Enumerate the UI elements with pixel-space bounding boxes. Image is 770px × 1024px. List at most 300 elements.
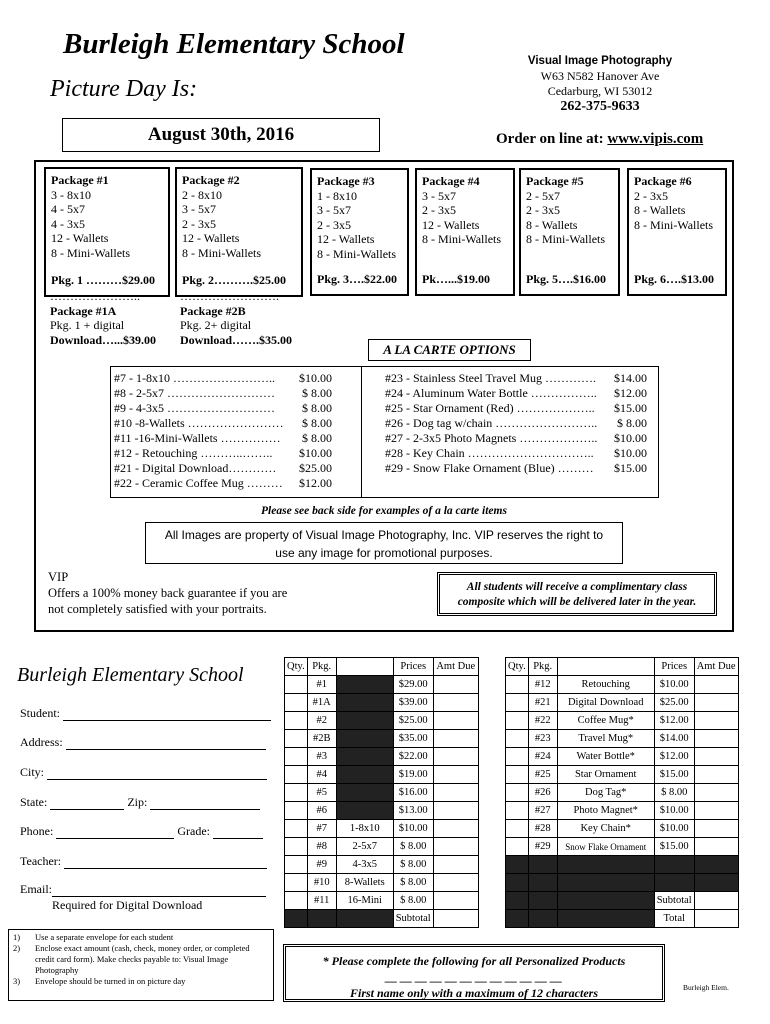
city-field[interactable] <box>20 765 267 780</box>
table-row <box>506 874 739 892</box>
table-cell: Retouching <box>557 676 654 694</box>
instruction-number: 3) <box>13 976 21 986</box>
zip-label: Zip: <box>127 795 148 809</box>
qty-cell[interactable] <box>285 730 308 748</box>
package-4 <box>415 168 515 296</box>
student-input[interactable] <box>63 708 271 721</box>
table-row <box>285 676 479 694</box>
table-cell: #21 <box>528 694 557 712</box>
instruction-item <box>13 976 269 987</box>
order-online-link[interactable]: www.vipis.com <box>607 131 704 147</box>
state-label: State: <box>20 795 48 809</box>
table-header-cell: Prices <box>393 658 433 676</box>
table-cell <box>336 766 393 784</box>
a-la-carte-item-label: #26 - Dog tag w/chain …………………….. <box>385 416 598 430</box>
package-item: 3 - 5x7 <box>422 188 456 203</box>
package-6 <box>627 168 727 296</box>
property-notice <box>145 522 623 564</box>
student-label: Student: <box>20 706 61 720</box>
table-cell <box>528 910 557 928</box>
qty-cell[interactable] <box>285 856 308 874</box>
table-cell: 8-Wallets <box>336 874 393 892</box>
picture-day-date: August 30th, 2016 <box>62 118 380 152</box>
table-header-cell <box>336 658 393 676</box>
table-cell: Star Ornament <box>557 766 654 784</box>
table-cell: 2-5x7 <box>336 838 393 856</box>
table-cell: $10.00 <box>654 802 694 820</box>
table-header-cell: Qty. <box>285 658 308 676</box>
company-info <box>510 54 690 114</box>
package-1a-title: Package #1A <box>50 303 117 318</box>
amount-due-cell[interactable] <box>694 676 738 694</box>
table-cell <box>528 892 557 910</box>
amount-due-cell[interactable] <box>433 694 478 712</box>
a-la-carte-item-label: #27 - 2-3x5 Photo Magnets ……………….. <box>385 431 598 445</box>
a-la-carte-right-list <box>385 371 647 476</box>
table-row <box>506 748 739 766</box>
qty-cell[interactable] <box>506 694 529 712</box>
table-cell: $10.00 <box>654 820 694 838</box>
a-la-carte-item-label: #7 - 1-8x10 …………………….. <box>114 371 275 385</box>
a-la-carte-item <box>114 431 332 446</box>
email-label: Email: <box>20 882 52 896</box>
package-title: Package #4 <box>422 174 480 188</box>
table-cell: $ 8.00 <box>393 892 433 910</box>
table-row <box>506 676 739 694</box>
table-cell: Snow Flake Ornament <box>557 838 654 856</box>
a-la-carte-item-price: $ 8.00 <box>302 416 332 430</box>
a-la-carte-item-label: #21 - Digital Download………… <box>114 461 277 475</box>
table-row <box>506 838 739 856</box>
amount-due-cell[interactable] <box>433 676 478 694</box>
amount-due-cell[interactable] <box>433 874 478 892</box>
table-header-cell: Qty. <box>506 658 529 676</box>
composite-line-2: composite which will be delivered later in the year. <box>457 596 697 608</box>
package-price: Pkg. 1 ………$29.00 <box>51 272 156 287</box>
table-header-cell <box>557 658 654 676</box>
package-price: Pkg. 5….$16.00 <box>526 271 607 286</box>
amount-due-cell[interactable] <box>433 730 478 748</box>
table-cell: $ 8.00 <box>393 874 433 892</box>
package-title: Package #2 <box>182 173 240 187</box>
grade-label: Grade: <box>177 824 210 838</box>
amount-due-cell[interactable] <box>694 748 738 766</box>
qty-cell <box>506 856 529 874</box>
table-cell <box>336 694 393 712</box>
instruction-item <box>13 932 269 943</box>
a-la-carte-item <box>385 416 647 431</box>
state-zip-field[interactable] <box>20 795 260 810</box>
a-la-carte-item <box>385 401 647 416</box>
qty-cell[interactable] <box>285 784 308 802</box>
package-1a <box>50 289 156 347</box>
vip-title: VIP <box>48 570 69 584</box>
table-cell <box>336 910 393 928</box>
table-header-cell: Prices <box>654 658 694 676</box>
email-note: Required for Digital Download <box>52 898 203 912</box>
phone-label: Phone: <box>20 824 54 838</box>
table-row <box>285 838 479 856</box>
table-cell <box>336 730 393 748</box>
package-item: 12 - Wallets <box>51 231 109 245</box>
picture-day-label: Picture Day Is: <box>50 76 198 102</box>
package-item: 3 - 8x10 <box>51 187 91 202</box>
package-price: Pkg. 2……….$25.00 <box>182 272 287 287</box>
email-field[interactable] <box>20 882 266 897</box>
table-cell: #24 <box>528 748 557 766</box>
qty-cell[interactable] <box>506 730 529 748</box>
email-input[interactable] <box>52 884 266 897</box>
table-cell: #10 <box>307 874 336 892</box>
table-cell <box>654 874 694 892</box>
table-cell: #26 <box>528 784 557 802</box>
table-cell: #1A <box>307 694 336 712</box>
a-la-carte-item-label: #10 -8-Wallets …………………… <box>114 416 284 430</box>
a-la-carte-item <box>385 461 647 476</box>
order-online-label: Order on line at: <box>496 131 604 147</box>
state-input[interactable] <box>50 797 124 810</box>
package-3 <box>310 168 409 296</box>
table-row <box>506 856 739 874</box>
package-item: 12 - Wallets <box>182 231 240 245</box>
table-cell: Dog Tag* <box>557 784 654 802</box>
amount-due-cell[interactable] <box>694 820 738 838</box>
table-cell: $ 8.00 <box>393 856 433 874</box>
a-la-carte-item-price: $14.00 <box>614 371 647 385</box>
table-header-cell: Amt Due <box>433 658 478 676</box>
company-name: Visual Image Photography <box>527 55 673 67</box>
table-cell: $14.00 <box>654 730 694 748</box>
a-la-carte-item-price: $ 8.00 <box>617 416 647 430</box>
personalized-line-1: * Please complete the following for all Personalized Products <box>322 954 626 968</box>
table-row <box>285 748 479 766</box>
table-row <box>506 910 739 928</box>
grade-input[interactable] <box>213 826 263 839</box>
table-cell: #22 <box>528 712 557 730</box>
a-la-carte-item <box>114 416 332 431</box>
qty-cell[interactable] <box>285 766 308 784</box>
phone-grade-field[interactable] <box>20 824 263 839</box>
qty-cell[interactable] <box>285 694 308 712</box>
table-row <box>285 766 479 784</box>
package-item: 8 - Mini-Wallets <box>634 217 714 232</box>
a-la-carte-item-label: #25 - Star Ornament (Red) ……………….. <box>385 401 595 415</box>
table-row <box>285 694 479 712</box>
a-la-carte-item-price: $ 8.00 <box>302 431 332 445</box>
package-2b-title: Package #2B <box>180 303 246 318</box>
table-cell: #4 <box>307 766 336 784</box>
a-la-carte-item-price: $10.00 <box>299 371 332 385</box>
a-la-carte-item <box>385 431 647 446</box>
qty-cell[interactable] <box>506 766 529 784</box>
amount-due-cell[interactable] <box>433 856 478 874</box>
qty-cell[interactable] <box>506 712 529 730</box>
table-row <box>506 712 739 730</box>
table-cell: $25.00 <box>393 712 433 730</box>
table-cell: $12.00 <box>654 748 694 766</box>
package-item: 8 - Mini-Wallets <box>422 232 502 246</box>
table-cell: #25 <box>528 766 557 784</box>
package-1 <box>44 167 170 297</box>
a-la-carte-item-price: $15.00 <box>614 461 647 475</box>
instruction-text: Enclose exact amount (cash, check, money order, or completed credit card form). Make checks payable to: Visual Image Photography <box>35 943 250 975</box>
table-cell <box>336 784 393 802</box>
package-item: 12 - Wallets <box>317 232 375 246</box>
instruction-text: Envelope should be turned in on picture day <box>35 976 186 986</box>
personalized-blanks[interactable]: __ __ __ __ __ __ __ __ __ __ __ __ <box>385 970 563 984</box>
package-item: 8 - Mini-Wallets <box>182 245 262 260</box>
a-la-carte-item-label: #28 - Key Chain ………………………….. <box>385 446 594 460</box>
table-cell <box>557 910 654 928</box>
package-item: 2 - 3x5 <box>182 216 216 231</box>
table-cell: #29 <box>528 838 557 856</box>
teacher-input[interactable] <box>64 856 267 869</box>
phone-input[interactable] <box>56 826 174 839</box>
school-title: Burleigh Elementary School <box>63 28 405 60</box>
amount-due-cell[interactable] <box>694 712 738 730</box>
table-row <box>506 784 739 802</box>
table-cell: #3 <box>307 748 336 766</box>
table-cell: $10.00 <box>393 820 433 838</box>
a-la-carte-item-label: #11 -16-Mini-Wallets …………… <box>114 431 281 445</box>
table-cell: #5 <box>307 784 336 802</box>
table-cell: #7 <box>307 820 336 838</box>
amount-due-cell[interactable] <box>433 784 478 802</box>
qty-cell <box>285 910 308 928</box>
instruction-number: 2) <box>13 943 21 953</box>
a-la-carte-item-label: #12 - Retouching ………..…….. <box>114 446 273 460</box>
a-la-carte-box <box>110 366 659 498</box>
table-cell: Total <box>654 910 694 928</box>
table-cell: #2 <box>307 712 336 730</box>
package-item: 4 - 3x5 <box>51 216 85 231</box>
amount-due-cell[interactable] <box>694 730 738 748</box>
package-item: 3 - 5x7 <box>317 203 351 217</box>
table-cell: #11 <box>307 892 336 910</box>
order-table-left <box>284 657 479 928</box>
qty-cell[interactable] <box>285 874 308 892</box>
a-la-carte-left-list <box>114 371 332 491</box>
table-cell: #23 <box>528 730 557 748</box>
table-header-cell: Pkg. <box>307 658 336 676</box>
company-address-1: W63 N582 Hanover Ave <box>540 69 660 83</box>
amount-due-cell[interactable] <box>694 694 738 712</box>
amount-due-cell[interactable] <box>694 892 738 910</box>
qty-cell[interactable] <box>506 784 529 802</box>
table-cell <box>336 712 393 730</box>
qty-cell[interactable] <box>506 838 529 856</box>
a-la-carte-item-price: $ 8.00 <box>302 386 332 400</box>
a-la-carte-title: A LA CARTE OPTIONS <box>368 339 531 361</box>
a-la-carte-item-price: $10.00 <box>614 446 647 460</box>
composite-note <box>437 572 717 616</box>
table-cell: $13.00 <box>393 802 433 820</box>
qty-cell[interactable] <box>506 820 529 838</box>
table-cell: $15.00 <box>654 838 694 856</box>
qty-cell[interactable] <box>285 892 308 910</box>
amount-due-cell[interactable] <box>694 802 738 820</box>
package-item: 8 - Mini-Wallets <box>526 232 606 246</box>
address-input[interactable] <box>66 737 266 750</box>
a-la-carte-item-price: $ 8.00 <box>302 401 332 415</box>
table-cell: 4-3x5 <box>336 856 393 874</box>
package-price: Pkg. 6….$13.00 <box>634 271 715 286</box>
a-la-carte-item-label: #24 - Aluminum Water Bottle …………….. <box>385 386 597 400</box>
order-table-right <box>505 657 739 928</box>
table-row <box>506 802 739 820</box>
a-la-carte-item-price: $10.00 <box>614 431 647 445</box>
table-cell: #9 <box>307 856 336 874</box>
package-item: 2 - 5x7 <box>526 188 560 203</box>
package-2b <box>180 289 292 347</box>
amount-due-cell[interactable] <box>694 784 738 802</box>
table-cell <box>557 874 654 892</box>
table-cell <box>528 856 557 874</box>
table-cell <box>528 874 557 892</box>
table-cell: $12.00 <box>654 712 694 730</box>
table-cell: Travel Mug* <box>557 730 654 748</box>
a-la-carte-item <box>114 476 332 491</box>
a-la-carte-item <box>114 446 332 461</box>
package-title: Package #1 <box>51 173 109 187</box>
amount-due-cell[interactable] <box>694 838 738 856</box>
package-item: 4 - 5x7 <box>51 202 85 216</box>
property-line-2: use any image for promotional purposes. <box>275 546 493 560</box>
qty-cell[interactable] <box>506 676 529 694</box>
amount-due-cell <box>694 856 738 874</box>
table-cell <box>336 802 393 820</box>
qty-cell[interactable] <box>506 802 529 820</box>
table-row <box>506 766 739 784</box>
qty-cell <box>506 874 529 892</box>
amount-due-cell[interactable] <box>433 766 478 784</box>
qty-cell[interactable] <box>285 820 308 838</box>
table-cell: $22.00 <box>393 748 433 766</box>
footer-label: Burleigh Elem. <box>683 983 729 992</box>
package-item: 2 - 3x5 <box>422 203 456 217</box>
package-item: 2 - 3x5 <box>526 203 560 217</box>
qty-cell <box>506 910 529 928</box>
table-cell: 16-Mini <box>336 892 393 910</box>
table-cell: #28 <box>528 820 557 838</box>
instruction-item <box>13 943 269 976</box>
amount-due-cell[interactable] <box>433 748 478 766</box>
table-cell: Digital Download <box>557 694 654 712</box>
table-cell: Subtotal <box>654 892 694 910</box>
instruction-number: 1) <box>13 932 21 942</box>
package-item: 3 - 5x7 <box>182 202 216 216</box>
table-cell <box>557 892 654 910</box>
table-cell: Photo Magnet* <box>557 802 654 820</box>
package-item: 2 - 3x5 <box>317 217 351 232</box>
student-field[interactable] <box>20 706 271 721</box>
amount-due-cell[interactable] <box>433 802 478 820</box>
package-title: Package #5 <box>526 174 584 188</box>
address-label: Address: <box>20 735 63 749</box>
form-school-title: Burleigh Elementary School <box>17 664 244 686</box>
table-row <box>285 712 479 730</box>
qty-cell[interactable] <box>285 838 308 856</box>
composite-line-1: All students will receive a complimentary class <box>466 581 688 593</box>
package-item: 8 - Wallets <box>634 203 686 217</box>
qty-cell[interactable] <box>285 748 308 766</box>
package-1-dots: ………………….. <box>50 289 140 303</box>
table-cell: Subtotal <box>393 910 433 928</box>
qty-cell <box>506 892 529 910</box>
package-item: 2 - 3x5 <box>634 188 668 203</box>
table-cell <box>557 856 654 874</box>
table-header-cell: Amt Due <box>694 658 738 676</box>
a-la-carte-item-label: #22 - Ceramic Coffee Mug ……… <box>114 476 283 490</box>
amount-due-cell[interactable] <box>433 892 478 910</box>
table-row <box>506 730 739 748</box>
amount-due-cell[interactable] <box>694 910 738 928</box>
qty-cell[interactable] <box>506 748 529 766</box>
table-cell: $35.00 <box>393 730 433 748</box>
company-address-2: Cedarburg, WI 53012 <box>547 84 653 98</box>
qty-cell[interactable] <box>285 802 308 820</box>
amount-due-cell[interactable] <box>694 766 738 784</box>
package-item: 1 - 8x10 <box>317 188 357 203</box>
amount-due-cell[interactable] <box>433 838 478 856</box>
table-row <box>285 820 479 838</box>
table-cell <box>336 676 393 694</box>
table-cell <box>307 910 336 928</box>
package-item: 2 - 8x10 <box>182 187 222 202</box>
property-line-1: All Images are property of Visual Image Photography, Inc. VIP reserves the right to <box>164 528 604 542</box>
city-input[interactable] <box>47 767 267 780</box>
amount-due-cell[interactable] <box>433 910 478 928</box>
table-cell: Key Chain* <box>557 820 654 838</box>
teacher-field[interactable] <box>20 854 267 869</box>
package-title: Package #6 <box>634 174 692 188</box>
table-row <box>285 910 479 928</box>
qty-cell[interactable] <box>285 712 308 730</box>
company-phone: 262-375-9633 <box>560 99 640 114</box>
table-cell: $16.00 <box>393 784 433 802</box>
amount-due-cell[interactable] <box>433 820 478 838</box>
package-item: 8 - Mini-Wallets <box>317 246 397 261</box>
table-cell: $25.00 <box>654 694 694 712</box>
instruction-text: Use a separate envelope for each student <box>35 932 174 942</box>
package-2b-line1: Pkg. 2+ digital <box>180 318 252 332</box>
table-cell <box>336 748 393 766</box>
a-la-carte-item <box>114 386 332 401</box>
amount-due-cell[interactable] <box>433 712 478 730</box>
a-la-carte-item-price: $10.00 <box>299 446 332 460</box>
a-la-carte-item <box>114 371 332 386</box>
a-la-carte-item <box>385 446 647 461</box>
address-field[interactable] <box>20 735 266 750</box>
a-la-carte-item-price: $12.00 <box>299 476 332 490</box>
order-online <box>496 131 703 148</box>
a-la-carte-item-label: #9 - 4-3x5 ……………………… <box>114 401 275 415</box>
amount-due-cell <box>694 874 738 892</box>
a-la-carte-item <box>114 461 332 476</box>
a-la-carte-item-label: #23 - Stainless Steel Travel Mug …………. <box>385 371 597 385</box>
package-item: 8 - Mini-Wallets <box>51 245 131 260</box>
table-row <box>506 694 739 712</box>
table-header-cell: Pkg. <box>528 658 557 676</box>
a-la-carte-item <box>385 386 647 401</box>
table-row <box>506 892 739 910</box>
zip-input[interactable] <box>150 797 260 810</box>
a-la-carte-divider <box>361 367 362 497</box>
table-row <box>285 892 479 910</box>
qty-cell[interactable] <box>285 676 308 694</box>
a-la-carte-item <box>385 371 647 386</box>
package-5 <box>519 168 620 296</box>
